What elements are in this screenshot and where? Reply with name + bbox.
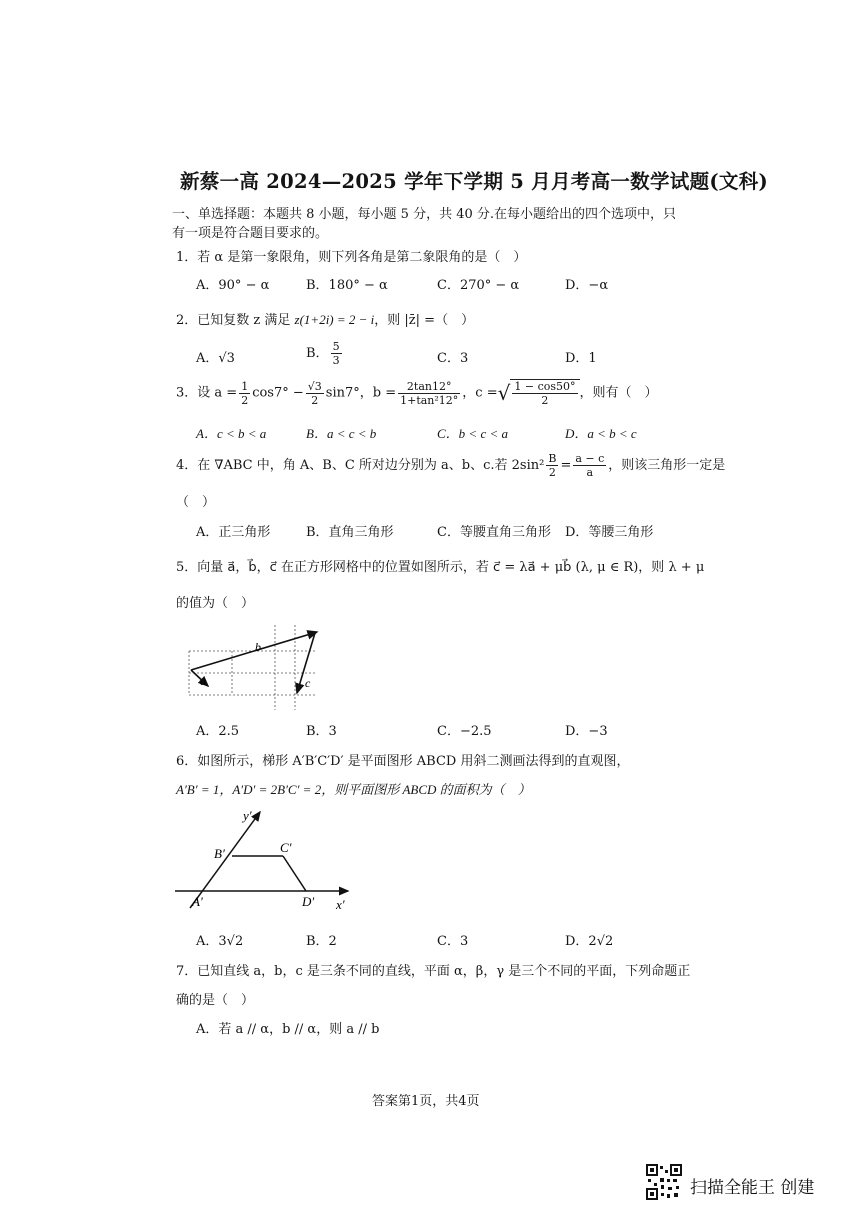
q5-stem: 5．向量 a⃗，b⃗，c⃗ 在正方形网格中的位置如图所示，若 c⃗ = λa⃗ + μb⃗ (λ, μ ∈ R)，则 λ + μ bbox=[176, 560, 705, 575]
q2-stem-b: ，则 |z̄| =（ ） bbox=[374, 313, 475, 328]
q2-stem-expr: z(1+2i) = 2 − i bbox=[294, 312, 375, 327]
q1-option-c: C．270° − α bbox=[437, 278, 520, 293]
q1-option-b: B．180° − α bbox=[306, 278, 388, 293]
q6-option-b: B．2 bbox=[306, 934, 337, 949]
q4-option-d: D．等腰三角形 bbox=[565, 525, 654, 540]
q6-stem-b: A′B′ = 1，A′D′ = 2B′C′ = 2，则平面图形 ABCD 的面积为（ ） bbox=[176, 782, 531, 797]
q2-option-a: A．√3 bbox=[196, 351, 235, 366]
section-instruction-line1: 一、单选择题：本题共 8 小题，每小题 5 分，共 40 分.在每小题给出的四个选项中，只 bbox=[172, 207, 677, 222]
q5-vector-grid-figure bbox=[180, 615, 340, 715]
q6-label-a: A′ bbox=[192, 894, 203, 909]
q6-label-b: B′ bbox=[214, 846, 225, 861]
q5-stem-b: 的值为（ ） bbox=[176, 596, 255, 611]
q3-option-d: D．a < b < c bbox=[565, 426, 637, 441]
q6-label-x: x′ bbox=[336, 897, 345, 912]
q3-option-c: C．b < c < a bbox=[437, 426, 508, 441]
q4-option-b: B．直角三角形 bbox=[306, 525, 394, 540]
section-instruction-line2: 有一项是符合题目要求的。 bbox=[172, 226, 329, 241]
q5-option-c: C．−2.5 bbox=[437, 724, 492, 739]
q3-option-b: B．a < c < b bbox=[306, 426, 377, 441]
q2-option-d: D．1 bbox=[565, 351, 597, 366]
q7-option-a: A．若 a // α，b // α，则 a // b bbox=[196, 1022, 380, 1037]
q1-stem: 1．若 α 是第一象限角，则下列各角是第二象限角的是（ ） bbox=[176, 250, 527, 265]
q6-oblique-view-figure bbox=[170, 808, 360, 918]
q4-stem-paren: （ ） bbox=[176, 495, 216, 510]
q6-label-d: D′ bbox=[302, 894, 315, 909]
q6-option-a: A．3√2 bbox=[196, 934, 244, 949]
q1-option-d: D．−α bbox=[565, 278, 609, 293]
q5-label-b: b bbox=[255, 640, 261, 654]
q5-option-d: D．−3 bbox=[565, 724, 608, 739]
q2-option-b: B． $\frac{5}{3}$ bbox=[306, 340, 340, 367]
q1-option-a: A．90° − α bbox=[196, 278, 270, 293]
scanner-watermark: 扫描全能王 创建 bbox=[690, 1178, 815, 1198]
q7-stem: 7．已知直线 a，b，c 是三条不同的直线，平面 α，β，γ 是三个不同的平面，下列命题正 bbox=[176, 964, 691, 979]
q3-stem: 3．设 a = $\frac{1}{2}$ cos7° − $\frac{√3}{2}$ sin7°，b = $\frac{2\tan 12^\circ}{\text{1+tan²12°}}$ ，c =√ $\frac{1 - \cos 50^\circ}{2}$ ，则有（ ） bbox=[176, 379, 658, 407]
q4-option-c: C．等腰直角三角形 bbox=[437, 525, 551, 540]
qr-code-icon bbox=[646, 1164, 682, 1200]
page-footer: 答案第1页，共4页 bbox=[372, 1094, 480, 1109]
q2-stem bbox=[176, 309, 474, 328]
q3-option-a: A．c < b < a bbox=[196, 426, 267, 441]
q6-option-d: D．2√2 bbox=[565, 934, 614, 949]
q5-label-a: a bbox=[200, 674, 206, 688]
q6-edge-cd bbox=[283, 856, 306, 891]
exam-title: 新蔡一高 2024—2025 学年下学期 5 月月考高一数学试题(文科) bbox=[180, 170, 769, 193]
q6-option-c: C．3 bbox=[437, 934, 469, 949]
q7-stem-b: 确的是（ ） bbox=[176, 993, 255, 1008]
q5-label-c: c bbox=[305, 676, 311, 690]
q6-label-y: y′ bbox=[243, 808, 252, 823]
q2-option-c: C．3 bbox=[437, 351, 469, 366]
q5-option-b: B．3 bbox=[306, 724, 337, 739]
q4-stem: 4．在 ∇ABC 中，角 A、B、C 所对边分别为 a、b、c.若 2sin² $\frac{B}{2}$ = $\frac{a - c}{a}$ ，则该三角形一定是 bbox=[176, 452, 726, 479]
q4-option-a: A．正三角形 bbox=[196, 525, 271, 540]
q6-stem: 6．如图所示，梯形 A′B′C′D′ 是平面图形 ABCD 用斜二测画法得到的直观图， bbox=[176, 754, 630, 769]
q6-label-c: C′ bbox=[280, 840, 292, 855]
q5-option-a: A．2.5 bbox=[196, 724, 240, 739]
q2-stem-a: 2．已知复数 z 满足 bbox=[176, 313, 295, 328]
